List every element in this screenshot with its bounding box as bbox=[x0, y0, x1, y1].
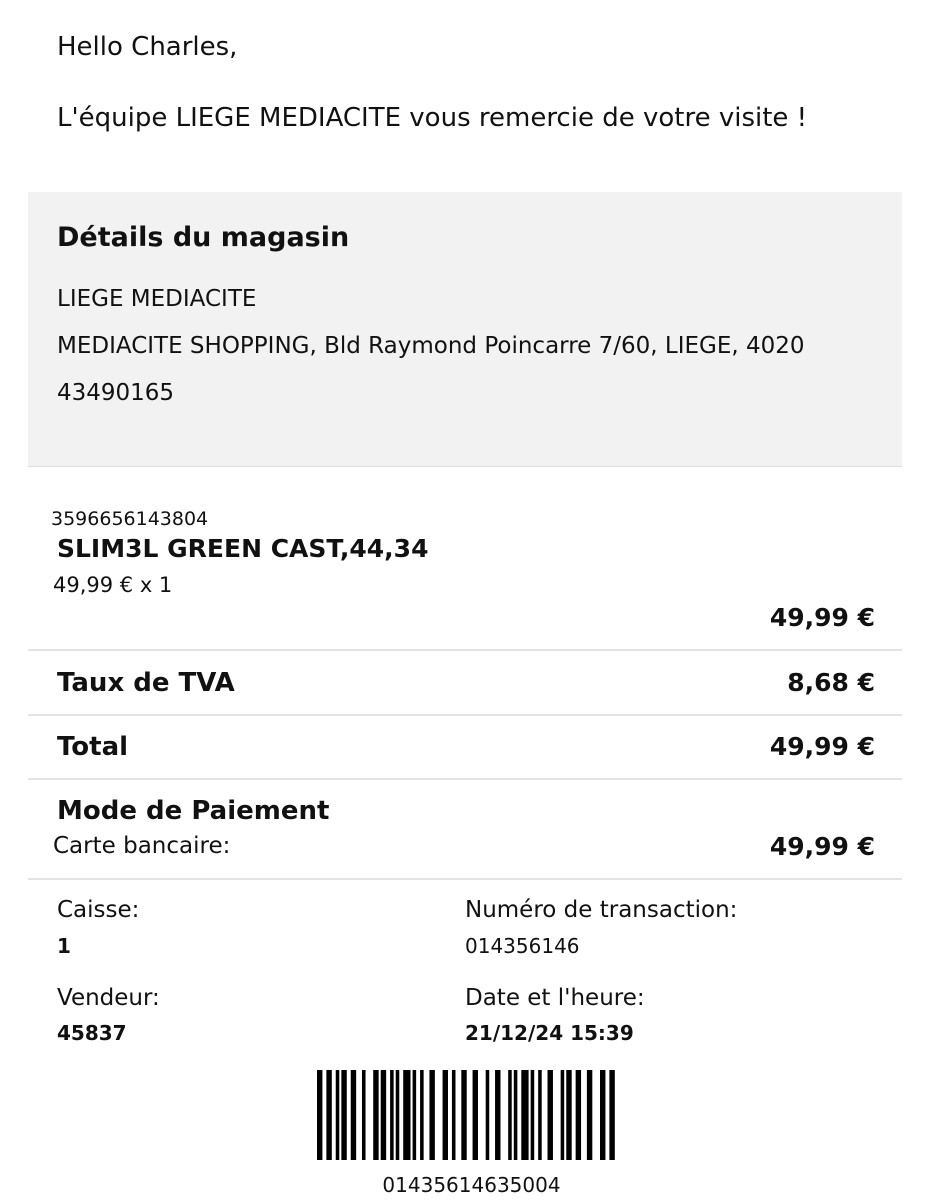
total-amount: 49,99 € bbox=[769, 732, 875, 761]
barcode-bar bbox=[420, 1070, 424, 1160]
barcode-bar bbox=[576, 1070, 581, 1160]
barcode-bar bbox=[508, 1070, 512, 1160]
thanks-message: L'équipe LIEGE MEDIACITE vous remercie de votre visite ! bbox=[57, 103, 808, 133]
barcode-bar bbox=[317, 1070, 322, 1160]
barcode-bar bbox=[473, 1070, 478, 1160]
item-name: SLIM3L GREEN CAST,44,34 bbox=[57, 534, 429, 563]
item-unit-quantity: 49,99 € x 1 bbox=[53, 573, 173, 597]
register-label: Caisse: bbox=[57, 897, 140, 923]
barcode-bar bbox=[336, 1070, 340, 1160]
divider bbox=[28, 649, 902, 651]
greeting-text: Hello Charles, bbox=[57, 32, 238, 62]
payment-amount: 49,99 € bbox=[769, 832, 875, 861]
divider bbox=[28, 778, 902, 780]
barcode-bar bbox=[538, 1070, 542, 1160]
vat-amount: 8,68 € bbox=[787, 668, 875, 697]
barcode-bar bbox=[548, 1070, 553, 1160]
transaction-value: 014356146 bbox=[465, 934, 580, 958]
transaction-label: Numéro de transaction: bbox=[465, 897, 738, 923]
barcode-bar bbox=[609, 1070, 614, 1160]
store-phone: 43490165 bbox=[57, 380, 175, 406]
barcode-bar bbox=[566, 1070, 571, 1160]
barcode-number: 01435614635004 bbox=[382, 1173, 561, 1197]
store-address: MEDIACITE SHOPPING, Bld Raymond Poincarre 7/60, LIEGE, 4020 bbox=[57, 333, 805, 359]
barcode-bar bbox=[390, 1070, 394, 1160]
total-label: Total bbox=[57, 732, 129, 762]
barcode-bar bbox=[403, 1070, 410, 1160]
divider bbox=[28, 714, 902, 716]
barcode-bar bbox=[413, 1070, 417, 1160]
payment-method: Carte bancaire: bbox=[53, 833, 231, 859]
barcode-bar bbox=[341, 1070, 346, 1160]
barcode-bar bbox=[561, 1070, 565, 1160]
vat-label: Taux de TVA bbox=[57, 668, 235, 698]
barcode-bar bbox=[362, 1070, 366, 1160]
register-value: 1 bbox=[57, 934, 71, 958]
payment-title: Mode de Paiement bbox=[57, 796, 330, 826]
datetime-label: Date et l'heure: bbox=[465, 985, 645, 1011]
barcode-bar bbox=[587, 1070, 592, 1160]
seller-label: Vendeur: bbox=[57, 985, 160, 1011]
barcode-bar bbox=[461, 1070, 466, 1160]
barcode-bar bbox=[452, 1070, 456, 1160]
divider bbox=[28, 878, 902, 880]
barcode-bar bbox=[396, 1070, 400, 1160]
barcode-bar bbox=[521, 1070, 528, 1160]
barcode-image bbox=[317, 1070, 615, 1160]
barcode-bar bbox=[351, 1070, 356, 1160]
item-sku: 3596656143804 bbox=[51, 508, 209, 530]
barcode-bar bbox=[486, 1070, 490, 1160]
barcode-bar bbox=[326, 1070, 331, 1160]
barcode-bar bbox=[429, 1070, 434, 1160]
store-name: LIEGE MEDIACITE bbox=[57, 286, 257, 312]
barcode-bar bbox=[600, 1070, 605, 1160]
item-line-total: 49,99 € bbox=[769, 603, 875, 632]
seller-value: 45837 bbox=[57, 1021, 127, 1045]
barcode-bar bbox=[495, 1070, 500, 1160]
barcode-bar bbox=[381, 1070, 386, 1160]
barcode-bar bbox=[373, 1070, 378, 1160]
barcode-bar bbox=[443, 1070, 448, 1160]
store-details-title: Détails du magasin bbox=[57, 222, 350, 253]
barcode-bar bbox=[514, 1070, 518, 1160]
datetime-value: 21/12/24 15:39 bbox=[465, 1021, 634, 1045]
barcode-bar bbox=[531, 1070, 535, 1160]
